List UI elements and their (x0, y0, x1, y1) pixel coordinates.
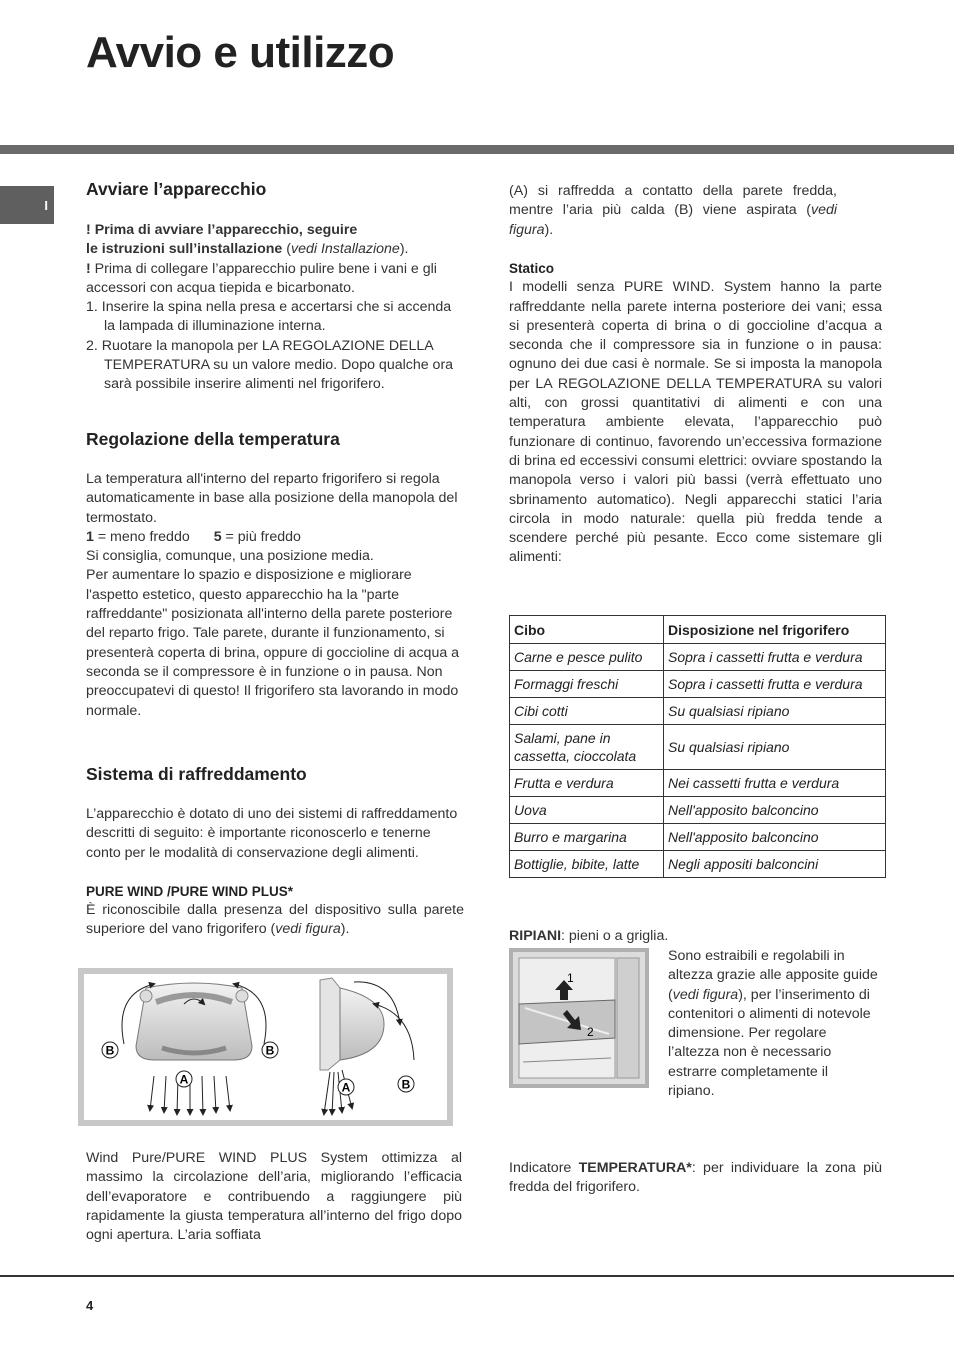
step-1: 1. Inserire la spina nella presa e accertarsi che si accenda la lampada di illuminazione interna. (86, 299, 452, 335)
table-cell: Negli appositi balconcini (664, 851, 886, 878)
table-row (510, 851, 886, 878)
wind-system-text: Wind Pure/PURE WIND PLUS System ottimizza al massimo la circolazione dell’aria, migliorando l’efficacia dell’evaporatore e contribuendo a raggiungere più rapidamente la giusta temperatura all’interno del frigo dopo ogni apertura. L’aria soffiata (86, 1150, 462, 1244)
step-2: 2. Ruotare la manopola per LA REGOLAZIONE DELLA TEMPERATURA su un valore medio. Dopo qualche ora sarà possibile inserire alimenti nel frigorifero. (86, 337, 454, 393)
fridge-wall-side (320, 978, 340, 1070)
table-cell: Carne e pesce pulito (510, 644, 664, 671)
pure-wind-title: PURE WIND /PURE WIND PLUS* (86, 883, 294, 899)
section-heading-sistema: Sistema di raffreddamento (86, 764, 307, 784)
page-title: Avvio e utilizzo (86, 28, 395, 77)
airflow-continuation: (A) si raffredda a contatto della parete fredda, mentre l’aria più calda (B) viene aspirata (vedi figura). (509, 183, 837, 238)
pure-wind-figure (78, 968, 453, 1126)
warning-bold-text-2: le istruzioni sull’installazione (86, 241, 283, 258)
footer-divider (0, 1275, 954, 1277)
section-regolazione-body (86, 470, 464, 721)
warning-mark: ! (86, 222, 91, 238)
table-cell: Uova (510, 797, 664, 824)
fan-device-side (340, 988, 384, 1060)
table-cell: Nei cassetti frutta e verdura (664, 770, 886, 797)
table-row (510, 644, 886, 671)
table-cell: Sopra i cassetti frutta e verdura (664, 644, 886, 671)
warning-mark: ! (86, 260, 91, 277)
section-sistema-body (86, 805, 464, 940)
statico-text: I modelli senza PURE WIND. System hanno la parte raffreddante nella parete interna posteriore dei vani; essa si presenterà coperta di brina o di goccioline d’acqua a seconda che il compressore sia in funzione o in pausa: ognuno dei due casi è normale. Se si imposta la manopola per LA REGOLAZIONE DELLA TEMPERATURA su valori alti, con grossi quantitativi di alimenti e con una temperatura ambiente elevata, l’apparecchio può funzionare di continuo, favorendo un’eccessiva formazione di brina ed eccessivi consumi elettrici: ovviare spostando la manopola verso i valori più bassi (verrà effettuato uno sbrinamento automatico). Negli apparecchi statici l’aria circola in modo naturale: quella più fredda tende a scendere perché più pesante. Ecco come sistemare gli alimenti: (509, 279, 882, 566)
install-reference: vedi Installazione (290, 241, 400, 258)
shelf-diagram (513, 952, 645, 1084)
label-b-text: B (265, 1043, 275, 1058)
page-number: 4 (86, 1298, 94, 1313)
table-cell: Su qualsiasi ripiano (664, 698, 886, 725)
food-storage-table (509, 615, 886, 878)
thermostat-scale: 1 = meno freddo 5 = più freddo (86, 528, 301, 545)
table-cell: Bottiglie, bibite, latte (510, 851, 664, 878)
table-row (510, 770, 886, 797)
table-row (510, 725, 886, 770)
label-a-text: A (341, 1080, 351, 1095)
table-row (510, 824, 886, 851)
table-cell: Burro e margarina (510, 824, 664, 851)
screw-right (236, 990, 248, 1002)
warning-install: ! Prima di avviare l’apparecchio, seguire le istruzioni sull’installazione (vedi Installazione). (86, 222, 409, 258)
label-b-text: B (401, 1077, 411, 1092)
table-row (510, 671, 886, 698)
table-row (510, 698, 886, 725)
section-avviare-body (86, 221, 464, 395)
sistema-para: L’apparecchio è dotato di uno dei sistemi di raffreddamento descritti di seguito: è importante riconoscerlo e tenerne conto per le modalità di conservazione degli alimenti. (86, 806, 458, 861)
regolazione-para: La temperatura all'interno del reparto frigorifero si regola automaticamente in base alla posizione della manopola del termostato. (86, 471, 458, 526)
door-side (617, 958, 639, 1078)
table-header-row (510, 616, 886, 644)
statico-title: Statico (509, 261, 555, 276)
label-b-text: B (105, 1043, 115, 1058)
section-heading-avviare: Avviare l’apparecchio (86, 179, 267, 199)
column-header-cibo: Cibo (510, 616, 664, 644)
shelf-figure (509, 948, 649, 1088)
header-divider (0, 145, 954, 154)
pure-wind-text: È riconoscibile dalla presenza del dispositivo sulla parete superiore del vano frigorifero (vedi figura). (86, 902, 464, 938)
warning-clean: ! Prima di collegare l’apparecchio pulire bene i vani e gli accessori con acqua tiepida e bicarbonato. (86, 260, 437, 296)
column-header-disposizione: Disposizione nel frigorifero (664, 616, 886, 644)
table-cell: Nell'apposito balconcino (664, 824, 886, 851)
table-cell: Sopra i cassetti frutta e verdura (664, 671, 886, 698)
table-cell: Su qualsiasi ripiano (664, 725, 886, 770)
table-row (510, 797, 886, 824)
table-cell: Nell'apposito balconcino (664, 797, 886, 824)
step-label-1: 1 (567, 971, 574, 985)
table-cell: Cibi cotti (510, 698, 664, 725)
temperature-indicator-text: Indicatore TEMPERATURA*: per individuare la zona più fredda del frigorifero. (509, 1160, 883, 1196)
table-cell: Formaggi freschi (510, 671, 664, 698)
step-label-2: 2 (587, 1025, 594, 1039)
table-cell: Frutta e verdura (510, 770, 664, 797)
ripiani-line: RIPIANI: pieni o a griglia. (509, 928, 669, 944)
warning-bold-text: Prima di avviare l’apparecchio, seguire (94, 222, 358, 238)
section-heading-regolazione: Regolazione della temperatura (86, 429, 340, 449)
label-a-text: A (179, 1072, 189, 1087)
screw-left (140, 990, 152, 1002)
language-tab: I (0, 186, 54, 224)
ripiani-description: Sono estraibili e regolabili in altezza grazie alle apposite guide (vedi figura), per l’inserimento di contenitori o alimenti di notevole dimensione. Per regolare l’altezza non è necessario estrarre completamente il ripiano. (668, 948, 878, 1100)
airflow-diagram (84, 974, 447, 1120)
regolazione-para-2: Per aumentare lo spazio e disposizione e migliorare l'aspetto estetico, questo apparecchio ha la "parte raffreddante" posizionata all'interno della parete posteriore del reparto frigo. Tale parete, durante il funzionamento, si presenterà coperta di brina, oppure di goccioline di acqua a seconda se il compressore è in funzione o in pausa. Non preoccupatevi di questo! Il frigorifero sta lavorando in modo normale. (86, 567, 460, 719)
regolazione-advice: Si consiglia, comunque, una posizione media. (86, 548, 374, 565)
temperature-label: TEMPERATURA* (578, 1160, 692, 1176)
ripiani-label: RIPIANI (509, 928, 562, 944)
right-column-top (509, 182, 837, 240)
table-cell: Salami, pane in cassetta, cioccolata (510, 725, 664, 770)
statico-section (509, 259, 882, 568)
